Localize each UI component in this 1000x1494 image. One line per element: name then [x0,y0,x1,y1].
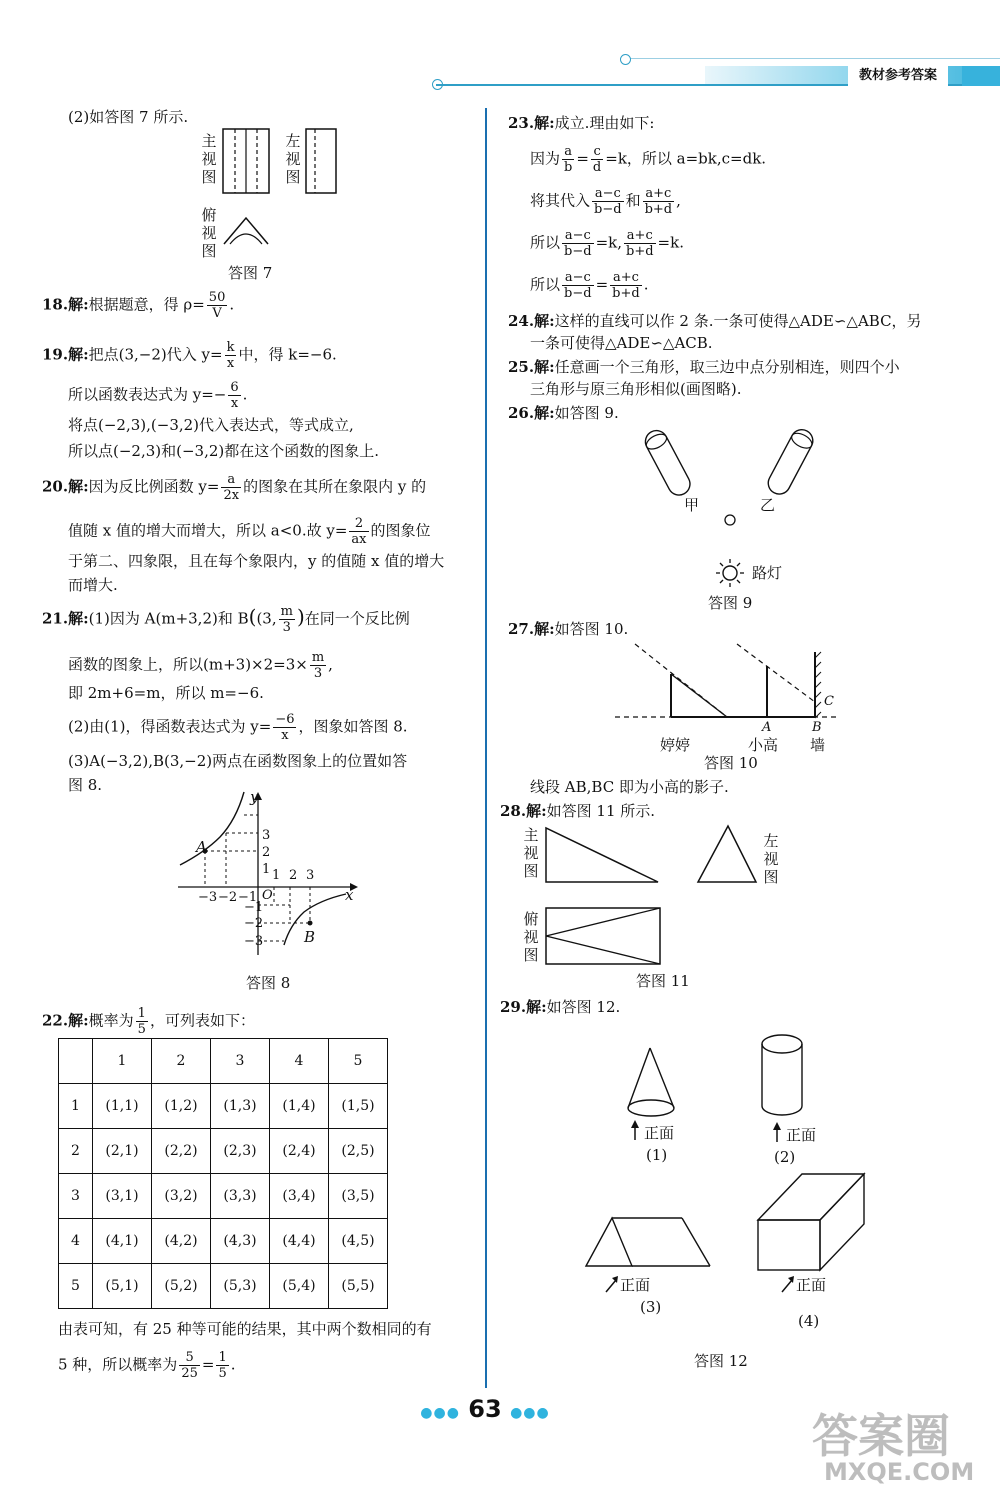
q20-line4: 而增大. [68,576,118,594]
table-cell: (5,4) [270,1264,329,1309]
question-number: 21.解: [42,609,89,628]
fig11-top-view [544,906,664,966]
question-number: 28.解: [500,802,547,820]
fig10-label-c: C [824,694,834,709]
fig8-ytick: −1 [244,900,264,915]
fraction: $\frac{m}{3}$ [311,650,325,681]
watermark-logo: 答案圈 [812,1409,950,1463]
table-cell: (4,1) [93,1219,152,1264]
q22-end2: 5 种，所以概率为 $\frac{5}{25}$ = $\frac{1}{5}$ . [58,1350,236,1381]
question-number: 24.解: [508,312,555,330]
fraction: $\frac{m}{3}$ [280,604,293,635]
table-cell: (1,1) [93,1084,152,1129]
q24-line2: 一条可使得△ADE∽△ACB. [530,334,713,352]
table-cell: (3,2) [152,1174,211,1219]
text: =k，所以 a=bk,c=dk. [605,149,767,168]
fraction: $\frac{a-c}{b-d}$ [564,270,592,301]
table-cell: (2,1) [93,1129,152,1174]
page-number: 63 [468,1395,502,1423]
text: 所以 [530,233,561,252]
fig10-label-xiaogao: 小高 [748,736,779,754]
q21-line6: 图 8. [68,776,103,794]
q24-line1 [508,310,922,332]
decor-dots: ●●● [420,1405,460,1421]
q19-line4: 所以点(−2,3)和(−3,2)都在这个函数的图象上. [68,442,380,460]
fig8-xtick: −1 [238,890,258,905]
fig8-xtick: 3 [306,868,315,883]
text: 如答图 10. [554,620,629,638]
arrow-up-icon [770,1122,784,1144]
fraction: $\frac{1}{5}$ [137,1006,146,1037]
question-number: 25.解: [508,358,555,376]
q23-line2 [530,144,766,175]
table-cell: (3,5) [329,1174,388,1219]
fig10-label-tingting: 婷婷 [660,736,691,754]
question-number: 19.解: [42,345,89,364]
q22-line1 [42,1006,255,1037]
fig8-ytick: −3 [244,934,264,949]
header-title: 教材参考答案 [848,66,948,86]
fig12-front-label: 正面 [644,1124,675,1142]
q18: 18.解:根据题意，得 ρ= $\frac{50}{V}$ . [42,290,235,321]
text: 函数的图象上，所以(m+3)×2=3× [68,655,308,674]
fig11-label-main: 主视图 [523,826,539,880]
q21-line5: (3)A(−3,2),B(3,−2)两点在函数图象上的位置如答 [68,752,408,770]
q25-line1 [508,356,900,378]
q20-line2 [68,516,431,547]
outcome-table [58,1038,388,1309]
fig11-label-left: 左视图 [763,832,779,886]
fig7-label-top: 俯视图 [201,206,217,260]
table-cell: (1,3) [211,1084,270,1129]
text: 所以函数表达式为 y=− [68,385,227,404]
text: 把点(3,−2)代入 y= [88,345,223,364]
table-cell: 2 [59,1129,93,1174]
table-cell: (4,4) [270,1219,329,1264]
header-end-block [962,66,1000,86]
text: 值随 x 值的增大而增大，所以 a<0.故 y= [68,521,348,540]
q29-line1 [500,996,620,1018]
q27-line1 [508,618,628,640]
table-cell: (4,5) [329,1219,388,1264]
table-cell: 1 [59,1084,93,1129]
table-cell: (2,5) [329,1129,388,1174]
q28-line1 [500,800,655,822]
text: 概率为 [88,1011,134,1030]
table-row [59,1129,388,1174]
fig8-xtick: −3 [198,890,218,905]
watermark-url: MXQE.COM [824,1458,975,1486]
table-cell: (5,3) [211,1264,270,1309]
q23-line3 [530,186,681,217]
fraction: $\frac{a}{2x}$ [223,472,240,503]
text: 如答图 11 所示. [546,802,656,820]
fraction: $\frac{k}{x}$ [226,340,235,371]
fig10-label-wall: 墙 [810,736,826,754]
fig8-point-b: B [304,928,316,946]
table-cell: (5,5) [329,1264,388,1309]
table-cell [59,1039,93,1084]
text: 的图象在其所在象限内 y 的 [243,477,427,496]
fig10-label-b: B [812,720,822,735]
fraction: $\frac{a-c}{b-d}$ [564,228,592,259]
q23-line4 [530,228,684,259]
fig12-front-label: 正面 [620,1276,651,1294]
question-number: 29.解: [500,998,547,1016]
text: = [201,1355,215,1374]
q22-end1: 由表可知，有 25 种等可能的结果，其中两个数相同的有 [58,1320,432,1338]
text: 因为反比例函数 y= [88,477,220,496]
text: (3, [256,609,277,628]
text: 中，得 k=−6. [238,345,337,364]
table-cell: (3,1) [93,1174,152,1219]
fig7-label-left: 左视图 [285,132,301,186]
fraction: $\frac{c}{d}$ [592,144,602,175]
question-number: 23.解: [508,114,555,132]
fraction: $\frac{6}{x}$ [230,380,239,411]
table-cell: 5 [329,1039,388,1084]
text: 5 种，所以概率为 [58,1355,178,1374]
text: 如答图 9. [554,404,619,422]
fraction: $\frac{50}{V}$ [208,290,226,321]
table-cell: (5,1) [93,1264,152,1309]
text: =k. [657,233,684,252]
fig7-label-main: 主视图 [201,132,217,186]
table-cell: (2,4) [270,1129,329,1174]
q21-line2: 函数的图象上，所以(m+3)×2=3× $\frac{m}{3}$ , [68,650,333,681]
q25-line2: 三角形与原三角形相似(画图略). [530,380,742,398]
table-row [59,1219,388,1264]
fig8-y-axis-label: y [250,788,259,806]
table-row [59,1084,388,1129]
fig12-num-3: (3) [640,1298,662,1316]
q21-line3: 即 2m+6=m，所以 m=−6. [68,684,264,702]
fig8-ytick: −2 [244,916,264,931]
q26-line1 [508,402,619,424]
fig11-main-view [544,826,664,886]
table-cell: (3,4) [270,1174,329,1219]
decor-dots: ●●● [510,1405,550,1421]
text: 将其代入 [530,191,591,210]
fig7-left-view [305,128,339,196]
table-row [59,1264,388,1309]
table-cell: 1 [93,1039,152,1084]
fig12-num-2: (2) [774,1148,796,1166]
fig12-cylinder [760,1032,810,1122]
text: (2)由(1)，得函数表达式为 y= [68,717,272,736]
text: ，可列表如下： [149,1011,255,1030]
text: = [595,275,609,294]
fig12-num-1: (1) [646,1146,668,1164]
fraction: $\frac{5}{25}$ [181,1350,198,1381]
table-cell: 5 [59,1264,93,1309]
question-number: 20.解: [42,477,89,496]
arrow-diagonal-icon [604,1276,620,1294]
table-cell: 2 [152,1039,211,1084]
fraction: $\frac{-6}{x}$ [275,712,295,743]
text: , [676,191,681,210]
fig9-caption: 答图 9 [708,594,753,612]
q20-line1 [42,472,426,503]
text: 如答图 12. [546,998,621,1016]
arrow-diagonal-icon [780,1276,796,1294]
fig8-xtick: 1 [272,868,281,883]
fraction: $\frac{a+c}{b+d}$ [644,186,673,217]
fig12-cuboid [756,1170,870,1276]
fig8-xtick: −2 [218,890,238,905]
text: 这样的直线可以作 2 条.一条可使得△ADE∽△ABC，另 [554,312,922,330]
text: 和 [625,191,641,210]
arrow-up-icon [628,1120,642,1142]
fraction: $\frac{a-c}{b-d}$ [594,186,622,217]
table-row [59,1174,388,1219]
q19-line1 [42,340,337,371]
question-number: 18.解: [42,295,89,314]
fig9-label-jia: 甲 [684,496,700,514]
fraction: $\frac{a+c}{b+d}$ [612,270,640,301]
q21-line1: 21.解:(1)因为 A(m+3,2)和 B((3, $\frac{m}{3}$ )在同一个反比例 [42,604,410,635]
fig11-left-view [696,824,760,886]
table-cell: 4 [59,1219,93,1264]
table-cell: (5,2) [152,1264,211,1309]
fig9-label-lamp: 路灯 [752,564,783,582]
fig12-prism [582,1192,722,1272]
table-cell: (1,4) [270,1084,329,1129]
fig7-main-view [222,128,272,196]
text: 因为 [530,149,561,168]
text: 的图象位 [370,521,431,540]
q18-text: 根据题意，得 ρ= [88,295,205,314]
text: ，图象如答图 8. [298,717,408,736]
fig9-label-yi: 乙 [760,496,776,514]
q20-line3: 于第二、四象限，且在每个象限内，y 的值随 x 值的增大 [68,552,445,570]
fig8-point-a: A [196,838,207,856]
fig10-label-a: A [762,720,772,735]
question-number: 27.解: [508,620,555,638]
table-cell: 4 [270,1039,329,1084]
fig8-caption: 答图 8 [246,974,291,992]
fig12-front-label: 正面 [786,1126,817,1144]
header-dot [620,54,631,65]
fraction: $\frac{1}{5}$ [218,1350,227,1381]
fig10-diagram [615,642,845,738]
fig12-cone [624,1046,684,1121]
q23-line5 [530,270,648,301]
fig7-top-view [222,214,272,246]
column-divider [485,108,487,1388]
table-cell: (1,5) [329,1084,388,1129]
table-cell: (1,2) [152,1084,211,1129]
fig8-xtick: 2 [289,868,298,883]
q23-line1 [508,112,654,134]
table-cell: (4,2) [152,1219,211,1264]
fig8-ytick: 1 [262,862,271,877]
q21-line4 [68,712,408,743]
fraction: $\frac{2}{ax}$ [351,516,367,547]
fig8-x-axis-label: x [345,886,354,904]
fig10-caption: 答图 10 [704,754,758,772]
fig11-caption: 答图 11 [636,972,690,990]
text: 成立.理由如下: [554,114,655,132]
page-number-area [420,1395,550,1423]
text-line: (2)如答图 7 所示. [68,108,189,126]
question-number: 26.解: [508,404,555,422]
text: (1)因为 A(m+3,2)和 B [88,609,249,628]
q27-line2: 线段 AB,BC 即为小高的影子. [530,778,729,796]
table-cell: 3 [59,1174,93,1219]
fig9-diagram [650,425,820,595]
fraction: $\frac{a}{b}$ [564,144,573,175]
table-cell: 3 [211,1039,270,1084]
text: 任意画一个三角形，取三边中点分别相连，则四个小 [554,358,900,376]
question-number: 22.解: [42,1011,89,1030]
table-cell: (4,3) [211,1219,270,1264]
q19-line3: 将点(−2,3),(−3,2)代入表达式，等式成立, [68,416,354,434]
fig12-num-4: (4) [798,1312,820,1330]
fig12-caption: 答图 12 [694,1352,748,1370]
fig8-graph [170,790,370,965]
text: 所以 [530,275,561,294]
fig8-ytick: 3 [262,828,271,843]
table-cell: (3,3) [211,1174,270,1219]
fig7-caption: 答图 7 [228,264,273,282]
fig12-front-label: 正面 [796,1276,827,1294]
header-rule-thin [620,58,1000,59]
table-cell: (2,2) [152,1129,211,1174]
fig8-origin: O [262,888,273,903]
text: . [643,275,649,294]
table-header-row [59,1039,388,1084]
text: 在同一个反比例 [304,609,410,628]
text: =k, [595,233,622,252]
fig8-ytick: 2 [262,845,271,860]
table-cell: (2,3) [211,1129,270,1174]
text: = [576,149,589,168]
fraction: $\frac{a+c}{b+d}$ [626,228,654,259]
fig11-label-top: 俯视图 [523,910,539,964]
q19-line2: 所以函数表达式为 y=− $\frac{6}{x}$ . [68,380,248,411]
